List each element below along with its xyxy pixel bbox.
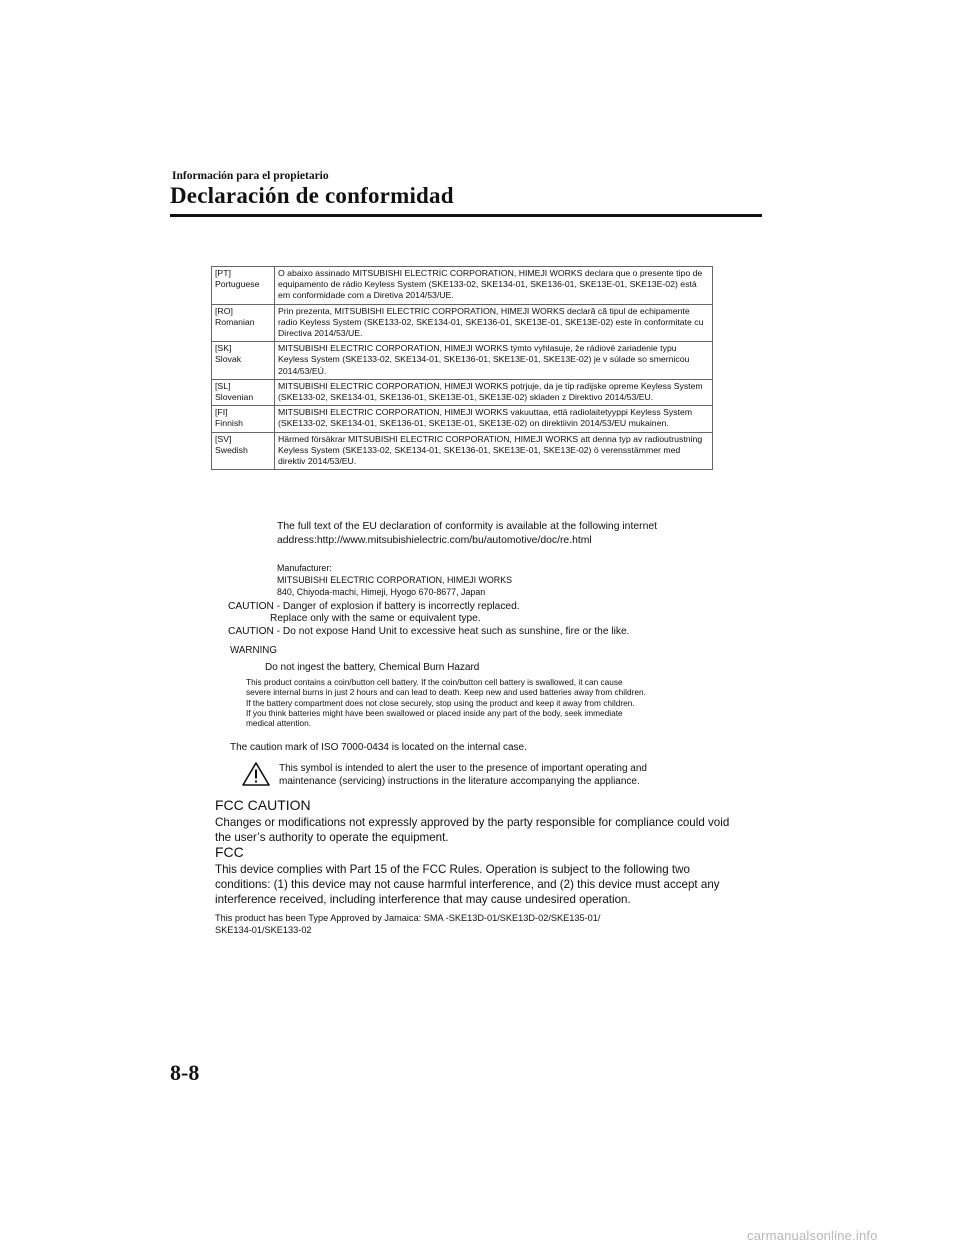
declaration-row [212,406,713,432]
declaration-row [212,432,713,470]
language-code: [SV] [215,433,232,444]
declaration-text: MITSUBISHI ELECTRIC CORPORATION, HIMEJI WORKS potrjuje, da je tip radijske opreme Keyless System (SKE133-02, SKE134-01, SKE136-01, SKE13E-01, SKE13E-02) skladen z Direktivo 2014/53/EU. [275,379,713,405]
language-name: Slovak [215,354,242,365]
declaration-language-cell [212,432,275,470]
coin-battery-warning: This product contains a coin/button cell battery. If the coin/button cell battery is swallowed, it can cause severe internal burns in just 2 hours and can lead to death. Keep new and used batteries away from children. If the battery compartment does not close securely, stop using the product and keep it away from children. If you think batteries might have been swallowed or placed inside any part of the body, seek immediate medical attention. [246,677,646,729]
warning-label: WARNING [230,645,277,656]
declaration-language-cell [212,267,275,305]
caution-explosion: CAUTION - Danger of explosion if battery is incorrectly replaced. [228,601,520,612]
declaration-language-cell [212,406,275,432]
fcc-caution-text: Changes or modifications not expressly approved by the party responsible for compliance could void the user’s authority to operate the equipment. [215,816,730,844]
page-title: Declaración de conformidad [170,183,454,208]
declaration-text: Härmed försäkrar MITSUBISHI ELECTRIC CORPORATION, HIMEJI WORKS att denna typ av radioutrustning Keyless System (SKE133-02, SKE134-01, SKE136-01, SKE13E-01, SKE13E-02) ö verensstämmer med direktiv 2014/53/EU. [275,432,713,470]
language-name: Portuguese [215,279,260,290]
caution-heat: CAUTION - Do not expose Hand Unit to excessive heat such as sunshine, fire or the like. [228,626,630,637]
caution-replace: Replace only with the same or equivalent type. [270,613,481,624]
declaration-table [211,266,713,470]
language-code: [FI] [215,407,228,418]
watermark: carmanualsonline.info [747,1228,878,1243]
declaration-language-cell [212,342,275,380]
fcc-caution-title: FCC CAUTION [215,797,311,813]
language-code: [PT] [215,268,231,278]
declaration-language-cell [212,304,275,342]
language-code: [SK] [215,343,232,354]
page-number: 8-8 [170,1060,200,1085]
language-name: Slovenian [215,392,254,403]
warning-triangle-icon [241,761,271,787]
header-divider [170,214,762,217]
declaration-language-cell [212,379,275,405]
section-label: Información para el propietario [172,170,329,182]
language-code: [RO] [215,305,233,316]
declaration-row [212,267,713,305]
declaration-text: Prin prezenta, MITSUBISHI ELECTRIC CORPORATION, HIMEJI WORKS declară că tipul de echipamente radio Keyless System (SKE133-02, SKE134-01, SKE136-01, SKE13E-01, SKE13E-02) este în conformitate cu Directiva 2014/53/UE. [275,304,713,342]
language-code: [SL] [215,380,231,391]
jamaica-approval: This product has been Type Approved by Jamaica: SMA -SKE13D-01/SKE13D-02/SKE135-01/ SKE134-01/SKE133-02 [215,913,601,935]
declaration-text: O abaixo assinado MITSUBISHI ELECTRIC CORPORATION, HIMEJI WORKS declara que o presente tipo de equipamento de rádio Keyless System (SKE133-02, SKE134-01, SKE136-01, SKE13E-01, SKE13E-02) está em conformidade com a Diretiva 2014/53/UE. [275,267,713,305]
fcc-text: This device complies with Part 15 of the FCC Rules. Operation is subject to the following two conditions: (1) this device may not cause harmful interference, and (2) this device must accept any interference received, including interference that may cause undesired operation. [215,863,720,906]
iso-note: The caution mark of ISO 7000-0434 is located on the internal case. [230,742,527,753]
manufacturer-name: MITSUBISHI ELECTRIC CORPORATION, HIMEJI WORKS [277,575,513,585]
fcc-title: FCC [215,844,244,860]
declaration-text: MITSUBISHI ELECTRIC CORPORATION, HIMEJI WORKS týmto vyhlasuje, že rádiové zariadenie typu Keyless System (SKE133-02, SKE134-01, SKE136-01, SKE13E-01, SKE13E-02) je v súlade so smernicou 2014/53/EÚ. [275,342,713,380]
manufacturer-address: 840, Chiyoda-machi, Himeji, Hyogo 670-8677, Japan [277,587,486,597]
language-name: Romanian [215,316,255,327]
manufacturer-block [277,562,512,598]
declaration-text: MITSUBISHI ELECTRIC CORPORATION, HIMEJI WORKS vakuuttaa, että radiolaitetyyppi Keyless System (SKE133-02, SKE134-01, SKE136-01, SKE13E-01, SKE13E-02) on direktiivin 2014/53/EU mukainen. [275,406,713,432]
full-text-note: The full text of the EU declaration of conformity is available at the following internet address:http://www.mitsubishielectric.com/bu/automotive/doc/re.html [277,521,658,546]
manufacturer-label: Manufacturer: [277,563,332,573]
language-name: Finnish [215,418,244,429]
declaration-row [212,379,713,405]
declaration-row [212,342,713,380]
warning-ingest: Do not ingest the battery, Chemical Burn Hazard [265,662,480,673]
language-name: Swedish [215,444,248,455]
symbol-note: This symbol is intended to alert the user to the presence of important operating and maintenance (servicing) instructions in the literature accompanying the appliance. [279,763,647,787]
declaration-row [212,304,713,342]
